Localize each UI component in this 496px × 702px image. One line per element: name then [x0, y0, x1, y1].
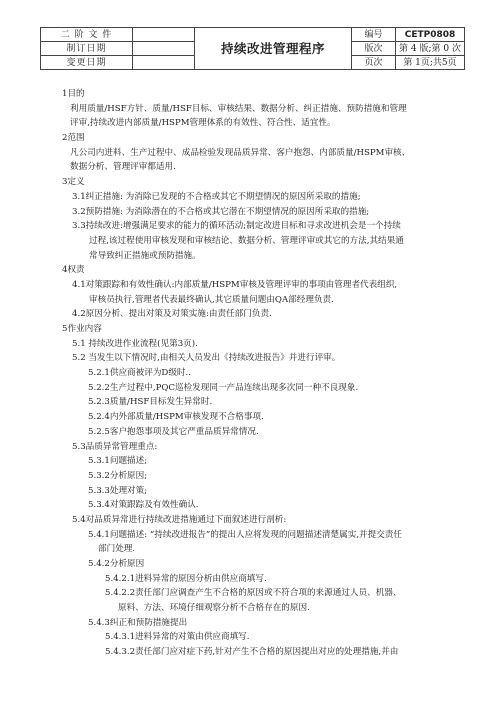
- item-line: 5.4.2.1进料异常的原因分析由供应商填写.: [105, 573, 267, 584]
- clause-line: 5.2 当发生以下情况时,由相关人员发出《持续改进报告》并进行评审。: [72, 353, 341, 364]
- subclause-line: 5.2.1供应商被评为D级时..: [88, 368, 191, 379]
- drafted-date-label: 制订日期: [41, 42, 133, 56]
- item-continuation: 原料、方法、环境仔细观察分析不合格存在的原因.: [118, 603, 310, 614]
- body-text-line: 利用质量/HSF方针、质量/HSF目标、审核结果、数据分析、纠正措施、预防措施和管理: [70, 103, 407, 114]
- drafted-date-value: [133, 42, 195, 56]
- subclause-line: 5.2.4内外部质量/HSPM审核发现不合格事项.: [88, 412, 264, 423]
- clause-line: 3.2预防措施: 为消除潜在的不合格或其它潜在不期望情况的原因所采取的措施;: [72, 206, 370, 217]
- clause-line: 4.1对策跟踪和有效性确认:内部质量/HSPM审核及管理评审的事项由管理者代表组织,: [72, 279, 398, 290]
- tier-blank-cell: [133, 28, 195, 42]
- document-title: 持续改进管理程序: [195, 28, 352, 70]
- subclause-line: 5.3.2分析原因;: [88, 470, 148, 481]
- body-text-line: 评审,持续改进内部质量/HSPM管理体系的有效性、符合性、适宜性。: [70, 118, 336, 129]
- clause-line: 5.1 持续改进作业流程(见第3页).: [72, 338, 198, 349]
- code-label: 编号: [352, 28, 396, 42]
- subclause-line: 5.4.2分析原因: [88, 559, 145, 569]
- subclause-line: 5.2.2生产过程中,PQC巡检发现同一产品连续出现多次同一种不良现象.: [88, 382, 359, 393]
- section-heading: 4权责: [62, 265, 85, 276]
- subclause-line: 5.2.3质量/HSF目标发生异常时.: [88, 397, 213, 408]
- subclause-continuation: 部门处理.: [98, 544, 136, 555]
- changed-date-label: 变更日期: [41, 56, 133, 70]
- clause-continuation: 常导致纠正措施或预防措施。: [89, 250, 201, 261]
- document-tier-label: 二 阶 文 件: [41, 28, 133, 42]
- subclause-line: 5.3.1问题描述;: [88, 456, 148, 467]
- clause-line: 5.4对品质异常进行持续改进措施通过下面叙述进行剖析:: [72, 514, 287, 525]
- item-line: 5.4.2.2责任部门应调查产生不合格的原因或不符合项的来源通过人员、机器、: [105, 588, 402, 599]
- clause-continuation: 审核员执行,管理者代表最终确认,其它质量问题由QA部经理负责.: [89, 294, 334, 305]
- page-label: 页次: [352, 56, 396, 70]
- section-heading: 5作业内容: [62, 324, 102, 334]
- version-label: 版次: [352, 42, 396, 56]
- version-value: 第 4 版;第 0 次: [396, 42, 465, 56]
- document-header-table: [40, 27, 465, 70]
- clause-continuation: 过程,该过程使用审核发现和审核结论、数据分析、管理评审或其它的方法,其结果通: [89, 235, 404, 246]
- subclause-line: 5.3.3处理对策;: [88, 485, 148, 496]
- subclause-line: 5.4.1问题描述: “持续改进报告”的提出人应将发现的问题描述清楚属实,并提交责任: [88, 529, 403, 540]
- subclause-line: 5.3.4对策跟踪及有效性确认.: [88, 500, 199, 511]
- section-heading: 2范围: [62, 133, 85, 144]
- document-body: [0, 87, 496, 660]
- clause-line: 3.3持续改进:增强满足要求的能力的循环活动;制定改进目标和寻求改进机会是一个持续: [72, 221, 401, 232]
- code-value: CETP0808: [396, 28, 465, 42]
- clause-line: 3.1纠正措施: 为消除已发现的不合格或其它不期望情况的原因所采取的措施;: [72, 191, 361, 202]
- item-line: 5.4.3.1进料异常的对策由供应商填写.: [105, 632, 250, 643]
- item-line: 5.4.3.2责任部门应对症下药,针对产生不合格的原因提出对应的处理措施,并由: [105, 647, 399, 658]
- subclause-line: 5.4.3纠正和预防措施提出: [88, 617, 188, 628]
- body-text-line: 数据分析、管理评审都适用.: [70, 162, 176, 173]
- page-value: 第 1页;共5页: [396, 56, 465, 70]
- changed-date-value: [133, 56, 195, 70]
- subclause-line: 5.2.5客户抱怨事项及其它严重品质异常情况.: [88, 426, 259, 437]
- clause-line: 5.3品质异常管理重点:: [72, 441, 158, 452]
- body-text-line: 凡公司内进料、生产过程中、成品检验发现品质异常、客户抱怨、内部质量/HSPM审核、: [70, 147, 411, 158]
- section-heading: 3定义: [62, 177, 85, 188]
- clause-line: 4.2原因分析、提出对策及对策实施:由责任部门负责.: [72, 309, 272, 320]
- section-heading: 1目的: [62, 89, 85, 99]
